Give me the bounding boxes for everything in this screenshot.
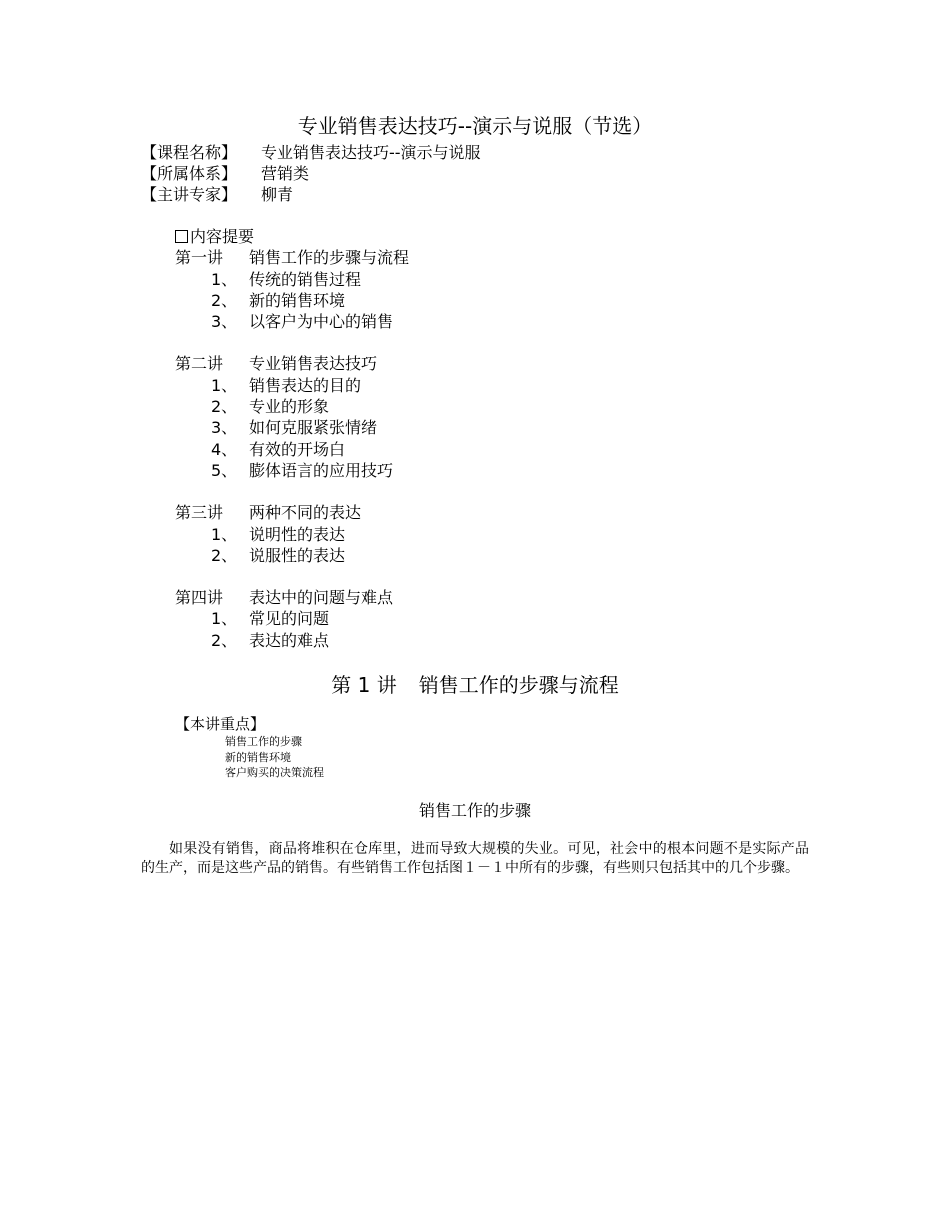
- toc-section-2: [175, 353, 409, 374]
- course-system-row: [141, 163, 481, 184]
- toc-lecture-title: 表达中的问题与难点: [249, 588, 394, 608]
- course-lecturer-value: 柳青: [261, 185, 294, 204]
- toc-item-text: 表达的难点: [249, 630, 330, 650]
- toc-item-number: 3、: [211, 312, 238, 332]
- toc-item: [175, 269, 409, 290]
- focus-item: 客户购买的决策流程: [225, 766, 324, 779]
- toc-item: [175, 290, 409, 311]
- toc-item: [175, 545, 409, 566]
- toc-section-1: [175, 247, 409, 268]
- toc-item: [175, 311, 409, 332]
- toc-item-text: 说服性的表达: [249, 545, 346, 565]
- toc-item: [175, 417, 409, 438]
- chapter-title-text: 销售工作的步骤与流程: [418, 673, 619, 697]
- toc-item-text: 传统的销售过程: [249, 269, 362, 289]
- table-of-contents: [175, 226, 409, 651]
- toc-item-number: 5、: [211, 460, 238, 480]
- toc-item-text: 常见的问题: [249, 609, 330, 629]
- checkbox-square-icon: [175, 230, 188, 243]
- focus-item: 销售工作的步骤: [225, 735, 302, 748]
- toc-item: [175, 524, 409, 545]
- toc-item: [175, 630, 409, 651]
- toc-item-text: 膨体语言的应用技巧: [249, 460, 394, 480]
- course-name-row: [141, 142, 481, 163]
- focus-heading: 【本讲重点】: [175, 715, 266, 733]
- toc-item-text: 专业的形象: [249, 397, 330, 417]
- section-title: 销售工作的步骤: [418, 801, 531, 820]
- course-name-label: 【课程名称】: [141, 143, 238, 162]
- toc-item: [175, 608, 409, 629]
- chapter-title: [0, 672, 950, 698]
- toc-heading: [175, 226, 409, 247]
- toc-lecture-label: 第三讲: [175, 503, 224, 523]
- toc-lecture-label: 第二讲: [175, 354, 224, 374]
- spacer: [175, 566, 409, 587]
- toc-item-number: 2、: [211, 290, 238, 310]
- toc-lecture-title: 销售工作的步骤与流程: [249, 248, 410, 268]
- toc-item-text: 以客户为中心的销售: [249, 312, 394, 332]
- toc-lecture-title: 两种不同的表达: [249, 503, 362, 523]
- toc-item: [175, 396, 409, 417]
- toc-section-4: [175, 587, 409, 608]
- spacer: [175, 481, 409, 502]
- body-paragraph: 如果没有销售，商品将堆积在仓库里，进而导致大规模的失业。可见，社会中的根本问题不是实际产品的生产，而是这些产品的销售。有些销售工作包括图１－１中所有的步骤，有些则只包括其中的几个步骤。: [141, 841, 809, 876]
- course-name-value: 专业销售表达技巧--演示与说服: [261, 143, 481, 162]
- toc-item: [175, 439, 409, 460]
- toc-heading-text: 内容提要: [190, 227, 255, 246]
- course-system-value: 营销类: [261, 164, 310, 183]
- toc-item-text: 如何克服紧张情绪: [249, 418, 378, 438]
- toc-item-number: 2、: [211, 545, 238, 565]
- chapter-focus: [175, 715, 324, 781]
- toc-lecture-title: 专业销售表达技巧: [249, 354, 378, 374]
- toc-item-number: 2、: [211, 630, 238, 650]
- toc-item-text: 新的销售环境: [249, 290, 346, 310]
- toc-item-text: 有效的开场白: [249, 439, 346, 459]
- toc-item-text: 说明性的表达: [249, 524, 346, 544]
- toc-item-number: 3、: [211, 418, 238, 438]
- course-system-label: 【所属体系】: [141, 164, 238, 183]
- toc-lecture-label: 第四讲: [175, 588, 224, 608]
- toc-item: [175, 460, 409, 481]
- toc-item-number: 1、: [211, 609, 238, 629]
- toc-section-3: [175, 502, 409, 523]
- course-info: [141, 142, 481, 205]
- toc-item: [175, 375, 409, 396]
- toc-item-number: 1、: [211, 524, 238, 544]
- toc-item-number: 2、: [211, 397, 238, 417]
- spacer: [175, 332, 409, 353]
- focus-item: 新的销售环境: [225, 750, 291, 764]
- course-lecturer-label: 【主讲专家】: [141, 185, 238, 204]
- toc-item-number: 1、: [211, 375, 238, 395]
- course-lecturer-row: [141, 184, 481, 205]
- toc-item-number: 4、: [211, 439, 238, 459]
- chapter-number: 第 1 讲: [331, 673, 397, 697]
- document-title: 专业销售表达技巧--演示与说服（节选）: [297, 114, 653, 138]
- toc-lecture-label: 第一讲: [175, 248, 224, 268]
- toc-item-text: 销售表达的目的: [249, 375, 362, 395]
- toc-item-number: 1、: [211, 269, 238, 289]
